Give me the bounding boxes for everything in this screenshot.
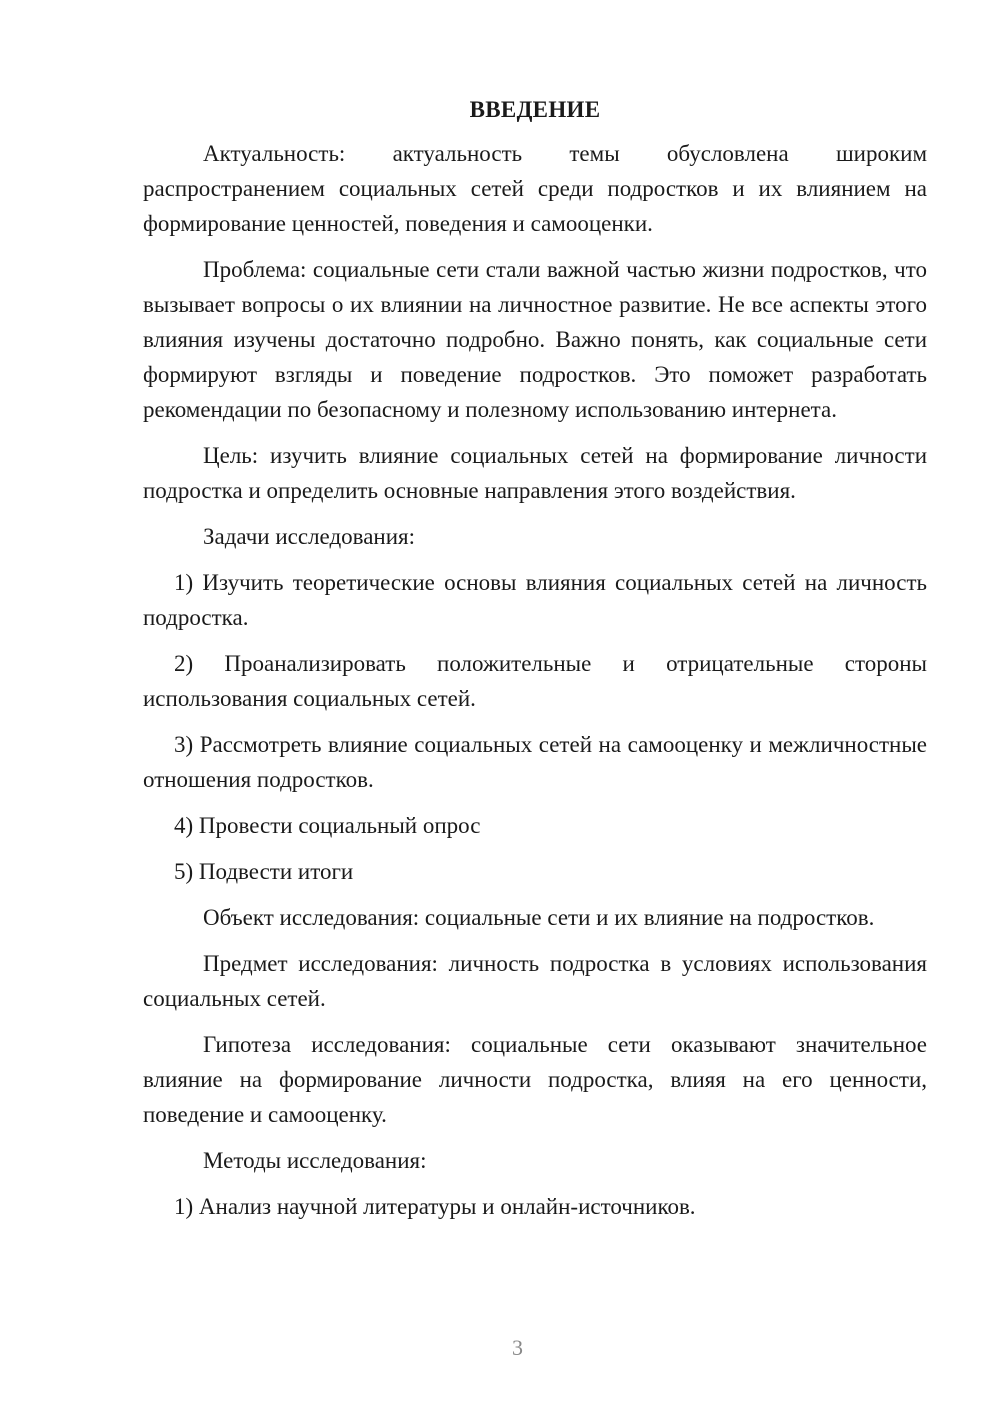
list-item-task-3: 3) Рассмотреть влияние социальных сетей на самооценку и межличностные отношения подростков. [143,732,927,792]
paragraph-tasks-heading: Задачи исследования: [203,524,416,549]
list-item-task-1: 1) Изучить теоретические основы влияния социальных сетей на личность подростка. [143,570,927,630]
page-number: 3 [512,1335,523,1360]
paragraph-relevance: Актуальность: актуальность темы обусловлена широким распространением социальных сетей среди подростков и их влиянием на формирование ценностей, поведения и самооценки. [143,141,927,236]
paragraph-hypothesis: Гипотеза исследования: социальные сети оказывают значительное влияние на формирование личности подростка, влияя на его ценности, поведение и самооценку. [143,1032,927,1127]
section-title: ВВЕДЕНИЕ [469,97,601,122]
paragraph-goal: Цель: изучить влияние социальных сетей на формирование личности подростка и определить основные направления этого воздействия. [143,443,927,503]
paragraph-subject: Предмет исследования: личность подростка в условиях использования социальных сетей. [143,951,927,1011]
paragraph-object: Объект исследования: социальные сети и их влияние на подростков. [203,905,875,930]
page-content [143,95,927,1235]
list-item-task-2: 2) Проанализировать положительные и отрицательные стороны использования социальных сетей. [143,651,927,711]
list-item-task-5: 5) Подвести итоги [174,859,354,884]
list-item-method-1: 1) Анализ научной литературы и онлайн-источников. [174,1194,696,1219]
list-item-task-4: 4) Провести социальный опрос [174,813,481,838]
paragraph-problem: Проблема: социальные сети стали важной частью жизни подростков, что вызывает вопросы о их влиянии на личностное развитие. Не все аспекты этого влияния изучены достаточно подробно. Важно понять, как социальные сети формируют взгляды и поведение подростков. Это поможет разработать рекомендации по безопасному и полезному использованию интернета. [143,257,927,422]
paragraph-methods-heading: Методы исследования: [203,1148,427,1173]
